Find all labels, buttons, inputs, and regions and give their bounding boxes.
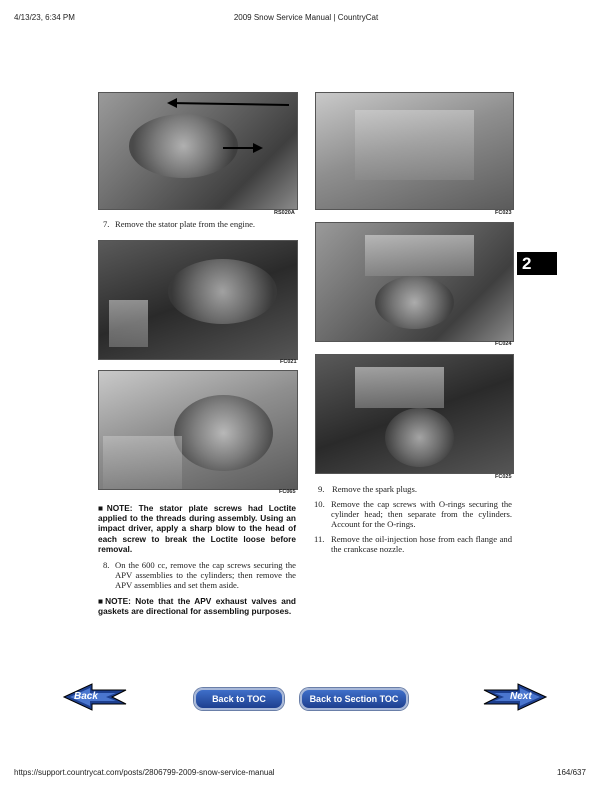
step-11-text: Remove the oil-injection hose from each flange and the crankcase nozzle.	[331, 534, 512, 554]
step-10-number: 10.	[314, 499, 325, 509]
step-7-text: Remove the stator plate from the engine.	[115, 219, 256, 229]
back-to-section-toc-button[interactable]: Back to Section TOC	[300, 688, 408, 710]
step-8-number: 8.	[103, 560, 110, 570]
photo-cylinder-removal	[315, 222, 514, 342]
page-title: 2009 Snow Service Manual | CountryCat	[233, 13, 379, 22]
note-apv-valves: ■NOTE: Note that the APV exhaust valves and gaskets are directional for assembling purposes.	[98, 596, 296, 617]
step-11	[314, 534, 512, 554]
figure-code-fc021: FC021	[280, 359, 297, 365]
note-loctite: ■NOTE: The stator plate screws had Loctite applied to the threads during assembly. Using an impact driver, apply a sharp blow to the head of each screw to break the Loctite loose before removal.	[98, 503, 296, 554]
print-datetime: 4/13/23, 6:34 PM	[14, 13, 75, 22]
photo-flywheel-puller	[98, 240, 298, 360]
step-10	[314, 499, 512, 529]
figure-code-fc024: FC024	[495, 341, 512, 347]
photo-cylinder-head	[315, 92, 514, 210]
back-button[interactable]	[62, 683, 128, 716]
step-10-text: Remove the cap screws with O-rings securing the cylinder head; then separate from the cylinders. Account for the O-rings.	[331, 499, 512, 529]
figure-code-fc023: FC023	[495, 210, 512, 216]
back-label: Back	[74, 691, 98, 702]
page-number: 164/637	[557, 768, 586, 777]
step-8	[103, 560, 296, 590]
step-8-text: On the 600 cc, remove the cap screws securing the APV assemblies to the cylinders; then remove the APV assemblies and set them aside.	[115, 560, 296, 590]
figure-code-fc065: FC065	[279, 489, 296, 495]
step-9	[318, 484, 512, 494]
photo-stator-plate	[98, 92, 298, 210]
step-7	[103, 219, 299, 229]
step-9-text: Remove the spark plugs.	[332, 484, 417, 494]
arrows-overlay	[99, 93, 297, 209]
step-11-number: 11.	[314, 534, 325, 544]
page-url: https://support.countrycat.com/posts/2806799-2009-snow-service-manual	[14, 768, 275, 777]
step-7-number: 7.	[103, 219, 110, 229]
next-label: Next	[510, 691, 532, 702]
next-button[interactable]	[482, 683, 548, 716]
photo-stator-screws	[98, 370, 298, 490]
figure-code-fc025: FC025	[495, 474, 512, 480]
section-tab: 2	[517, 252, 557, 275]
figure-code-rs020a: RS020A	[274, 210, 295, 216]
back-to-toc-button[interactable]: Back to TOC	[194, 688, 284, 710]
photo-oil-injection	[315, 354, 514, 474]
step-9-number: 9.	[318, 484, 325, 494]
